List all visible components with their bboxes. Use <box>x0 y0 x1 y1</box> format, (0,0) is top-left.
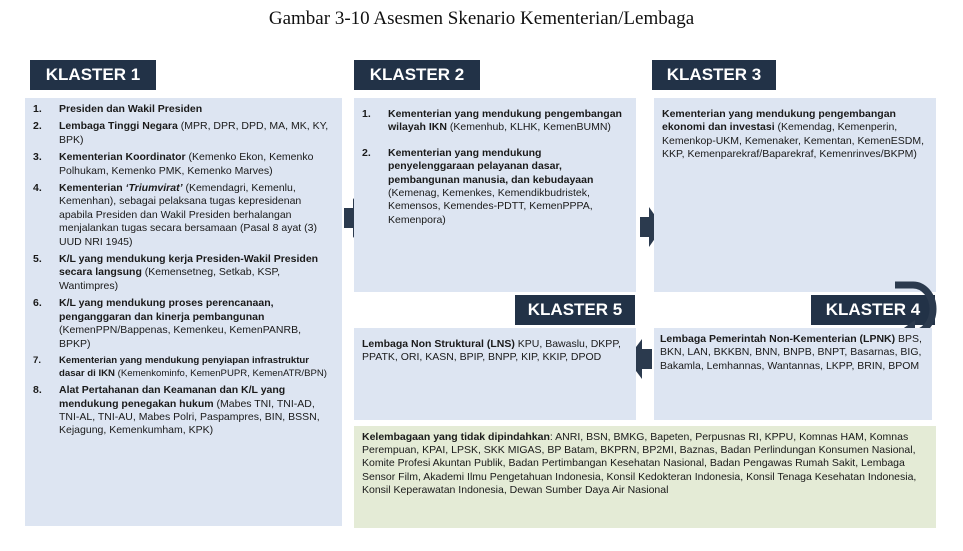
list-item: 2. Lembaga Tinggi Negara (MPR, DPR, DPD, MA, MK, KY, BPK) <box>33 120 329 146</box>
klaster-1-label: KLASTER 1 <box>30 60 156 90</box>
klaster-5-text: Lembaga Non Struktural (LNS) KPU, Bawaslu, DKPP, PPATK, ORI, KASN, BPIP, BNPP, KIP, KKIP, DPOD <box>362 338 621 364</box>
list-item: 1. Presiden dan Wakil Presiden <box>33 103 203 115</box>
list-item: 6. K/L yang mendukung proses perencanaan, penganggaran dan kinerja pembangunan (KemenPPN/Bappenas, Kemenkeu, KemenPANRB, BPKP) <box>33 297 302 350</box>
klaster-4-label: KLASTER 4 <box>811 295 935 325</box>
list-item: 2. Kementerian yang mendukung penyelenggaraan pelayanan dasar, pembangunan manusia, dan kebudayaan (Kemenag, Kemenkes, Kemendikbudristek, Kemensos, Kemendes-PDTT, KemenPPPA, Kemenpora) <box>362 146 594 226</box>
not-relocated-text: Kelembagaan yang tidak dipindahkan: ANRI, BSN, BMKG, Bapeten, Perpusnas RI, KPPU, Komnas HAM, Komnas Perempuan, KPAI, LPSK, SKK MIGAS, BP Batam, BKPRN, BP2MI, Baznas, Badan Perlindungan Konsumen Nasional, Komite Profesi Akuntan Publik, Badan Pertimbangan Kesehatan Nasional, Badan Pengawas Rumah Sakit, Lembaga Sensor Film, Akademi Ilmu Pengetahuan Indonesia, Konsil Kedokteran Indonesia, Konsil Tenaga Kesehatan Indonesia, Konsil Keperawatan Indonesia, Dewan Sumber Daya Air Nasional <box>362 431 917 496</box>
klaster-3-box <box>654 98 936 292</box>
klaster-1-box <box>25 98 342 526</box>
klaster-5-label: KLASTER 5 <box>515 295 635 325</box>
klaster-1-list <box>33 103 334 438</box>
list-item: 8. Alat Pertahanan dan Keamanan dan K/L yang mendukung penegakan hukum (Mabes TNI, TNI-AD, TNI-AL, TNI-AU, Mabes Polri, Paspampres, BIN, BSSN, Kejagung, Kemenkumham, KPK) <box>33 384 320 437</box>
klaster-4-text: Lembaga Pemerintah Non-Kementerian (LPNK) BPS, BKN, LAN, BKKBN, BNN, BNPB, BNPT, Basarnas, BIG, Bakamla, Lemhannas, Wantannas, LKPP, BRIN, BPOM <box>660 333 922 372</box>
list-item: 7. Kementerian yang mendukung penyiapan infrastruktur dasar di IKN (Kemenkominfo, KemenPUPR, KemenATR/BPN) <box>33 354 328 379</box>
list-item: 5. K/L yang mendukung kerja Presiden-Wakil Presiden secara langsung (Kemensetneg, Setkab, KSP, Wantimpres) <box>33 253 319 292</box>
klaster-2-label: KLASTER 2 <box>354 60 480 90</box>
klaster-3-text: Kementerian yang mendukung pengembangan ekonomi dan investasi (Kemendag, Kemenperin, Kemenkop-UKM, Kemenaker, Kementan, KemenESDM, KKP, Kemenparekraf/Baparekraf, Kemenrinves/BKPM) <box>662 108 925 161</box>
klaster-2-box <box>354 98 636 292</box>
klaster-3-label: KLASTER 3 <box>652 60 776 90</box>
list-item: 4. Kementerian ‘Triumvirat’ (Kemendagri, Kemenlu, Kemenhan), sebagai pelaksana tugas kepresidenan apabila Presiden dan Wakil Presiden berhalangan menjalankan tugas secara bersamaan (Pasal 8 ayat (3) UUD NRI 1945) <box>33 182 317 248</box>
not-relocated-box <box>354 426 936 528</box>
list-item: 1. Kementerian yang mendukung pengembangan wilayah IKN (Kemenhub, KLHK, KemenBUMN) <box>362 108 622 134</box>
klaster-4-box <box>654 328 932 420</box>
figure-title: Gambar 3-10 Asesmen Skenario Kementerian/Lembaga <box>268 8 695 29</box>
klaster-5-box <box>354 328 636 420</box>
klaster-2-list <box>362 108 628 227</box>
list-item: 3. Kementerian Koordinator (Kemenko Ekon, Kemenko Polhukam, Kemenko PMK, Kemenko Marves) <box>33 151 314 177</box>
